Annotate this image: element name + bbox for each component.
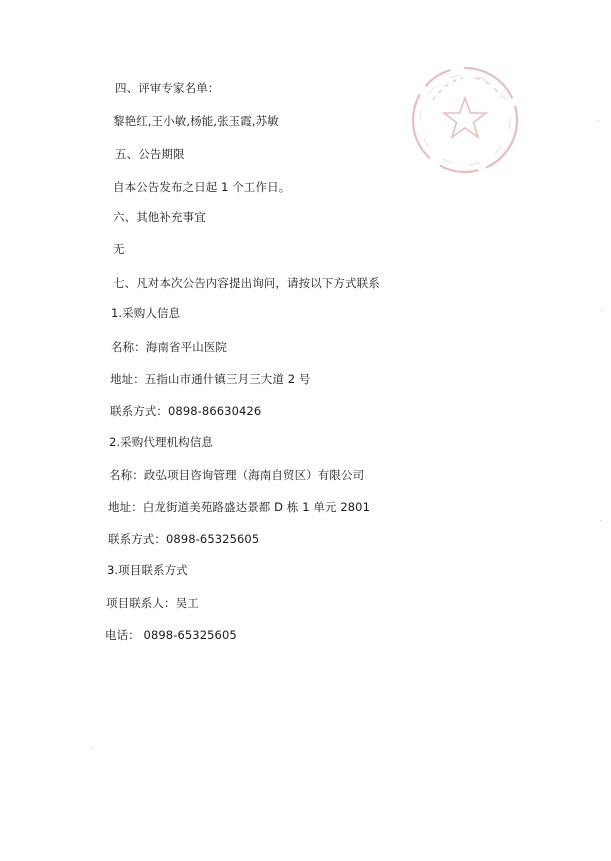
scan-speck [92, 748, 93, 749]
agency-name: 名称：政弘项目咨询管理（海南自贸区）有限公司 [109, 468, 365, 482]
agency-contact: 联系方式：0898-65325605 [108, 532, 260, 546]
expert-list: 黎艳红,王小敏,杨能,张玉霞,苏敏 [113, 114, 279, 128]
section-5-title: 五、公告期限 [115, 147, 185, 161]
project-contact-heading: 3.项目联系方式 [107, 563, 188, 577]
agency-heading: 2.采购代理机构信息 [109, 435, 213, 449]
agency-address: 地址：白龙街道美苑路盛达景都 D 栋 1 单元 2801 [108, 500, 371, 514]
other-matters-text: 无 [113, 242, 125, 256]
scan-speck [602, 310, 603, 311]
purchaser-name: 名称：海南省平山医院 [111, 340, 227, 354]
scan-speck [600, 520, 601, 521]
section-6-title: 六、其他补充事宜 [113, 210, 206, 224]
project-contact-phone: 电话： 0898-65325605 [105, 628, 237, 642]
project-contact-person: 项目联系人：吴工 [106, 596, 199, 610]
purchaser-contact: 联系方式：0898-86630426 [110, 404, 262, 418]
section-4-title: 四、评审专家名单： [115, 81, 220, 95]
section-7-title: 七、凡对本次公告内容提出询问，请按以下方式联系 [113, 276, 380, 290]
seal-stamp-icon [405, 60, 525, 180]
scan-speck [598, 120, 599, 121]
purchaser-address: 地址：五指山市通什镇三月三大道 2 号 [110, 372, 311, 386]
purchaser-heading: 1.采购人信息 [111, 306, 181, 320]
announcement-period-text: 自本公告发布之日起 1 个工作日。 [113, 180, 291, 194]
